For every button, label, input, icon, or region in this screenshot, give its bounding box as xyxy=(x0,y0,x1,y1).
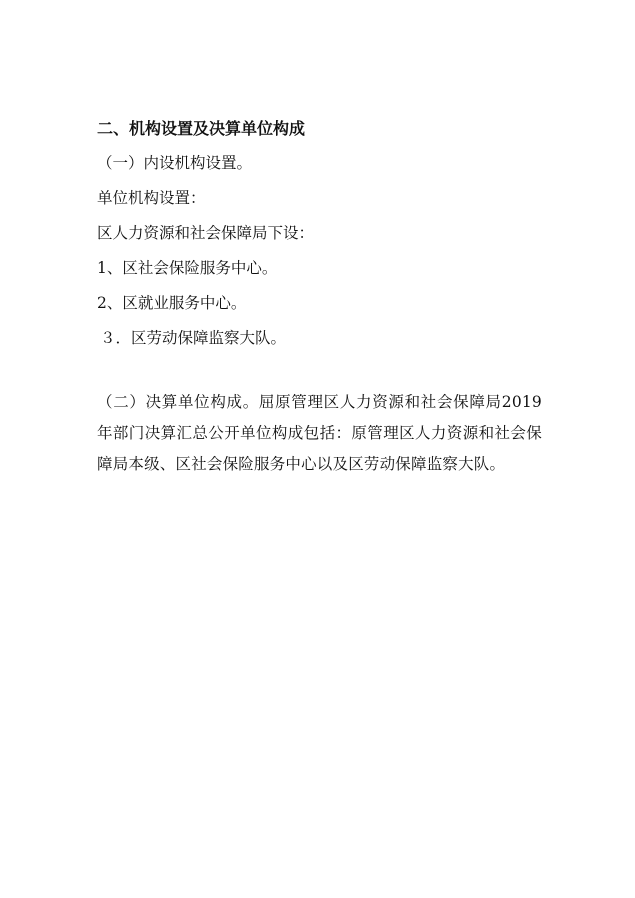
section-heading: 二、机构设置及决算单位构成 xyxy=(97,119,306,138)
list-item: ３．区劳动保障监察大队。 xyxy=(100,329,287,347)
bureau-intro: 区人力资源和社会保障局下设： xyxy=(97,224,315,242)
document-content xyxy=(97,118,542,480)
subsection-title-internal-setup: （一）内设机构设置。 xyxy=(97,154,253,172)
paragraph-gap xyxy=(97,362,542,387)
unit-setup-label: 单位机构设置： xyxy=(97,189,206,207)
subsection-paragraph-unit-composition: （二）决算单位构成。屈原管理区人力资源和社会保障局2019 年部门决算汇总公开单位构成包括：原管理区人力资源和社会保障局本级、区社会保险服务中心以及区劳动保障监察大队。 xyxy=(97,393,542,473)
list-item: 2、区就业服务中心。 xyxy=(97,294,247,312)
list-item: 1、区社会保险服务中心。 xyxy=(97,259,278,277)
